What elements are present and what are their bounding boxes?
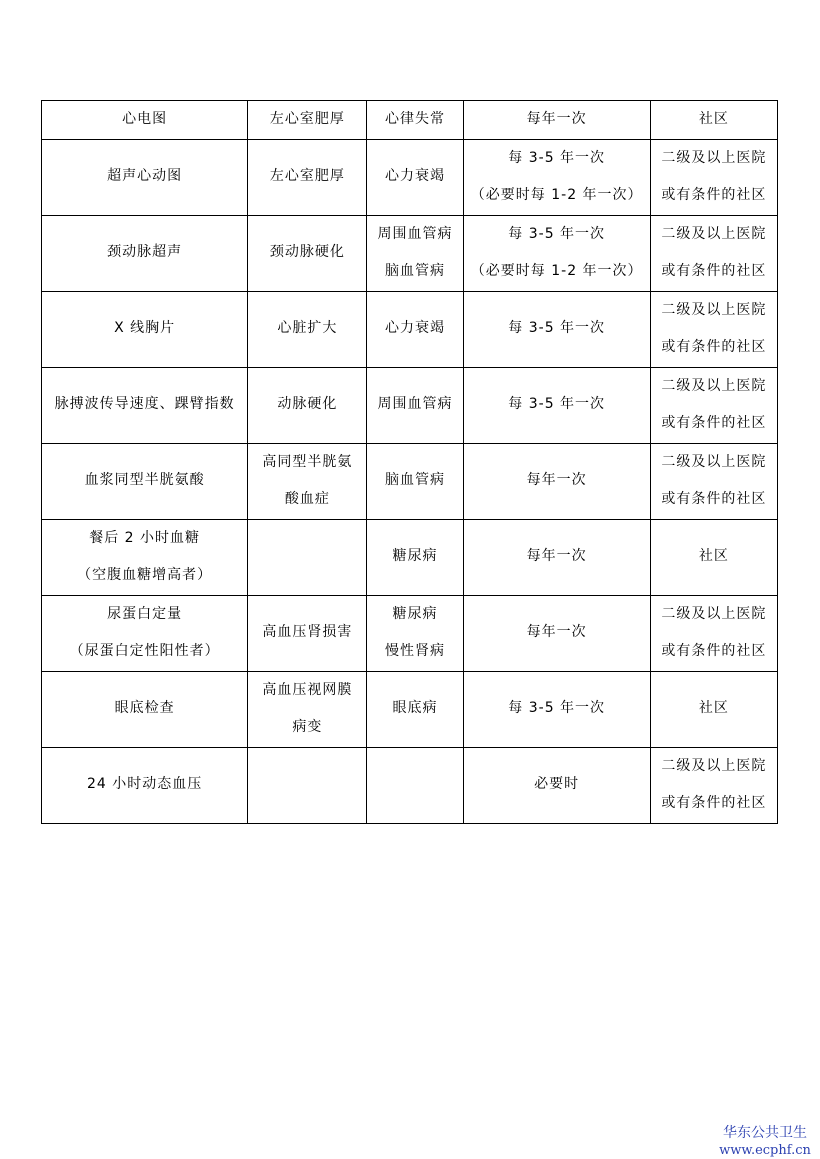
cell-text-line: 高血压肾损害 bbox=[262, 624, 353, 641]
table-row bbox=[42, 291, 778, 367]
table-row bbox=[42, 367, 778, 443]
cell-text-line: 或有条件的社区 bbox=[661, 263, 767, 279]
exam-item-cell bbox=[42, 291, 248, 367]
related-disease-cell bbox=[367, 139, 463, 215]
cell-text-line: 每年一次 bbox=[526, 548, 587, 565]
cell-text-line: 每 3-5 年一次 bbox=[508, 320, 606, 337]
footer-org-name: 华东公共卫生 bbox=[723, 1125, 807, 1141]
facility-cell bbox=[650, 747, 777, 823]
related-disease-cell bbox=[367, 519, 463, 595]
cell-text-line: 或有条件的社区 bbox=[661, 187, 767, 203]
facility-cell bbox=[650, 101, 777, 140]
exam-item-cell bbox=[42, 595, 248, 671]
table-row bbox=[42, 595, 778, 671]
exam-item-cell bbox=[42, 139, 248, 215]
footer-watermark bbox=[710, 1125, 820, 1159]
cell-text-line: 或有条件的社区 bbox=[661, 339, 767, 355]
table-row bbox=[42, 215, 778, 291]
cell-text-line: 每年一次 bbox=[526, 624, 587, 641]
cell-text-line: 颈动脉硬化 bbox=[269, 244, 345, 261]
cell-text-line: 周围血管病 bbox=[377, 396, 453, 413]
cell-text-line: 二级及以上医院 bbox=[661, 757, 767, 774]
cell-text-line: 脑血管病 bbox=[384, 263, 445, 279]
cell-text-line: 尿蛋白定量 bbox=[107, 605, 183, 622]
cell-text-line: 心力衰竭 bbox=[384, 168, 445, 185]
exam-item-cell bbox=[42, 215, 248, 291]
exam-item-cell bbox=[42, 519, 248, 595]
table-row bbox=[42, 747, 778, 823]
cell-text-line: 周围血管病 bbox=[377, 225, 453, 242]
cell-text-line: 社区 bbox=[698, 111, 729, 127]
frequency-cell bbox=[463, 291, 650, 367]
cell-text-line: （必要时每 1-2 年一次） bbox=[470, 263, 643, 279]
cell-text-line: 或有条件的社区 bbox=[661, 795, 767, 811]
cell-text-line: 或有条件的社区 bbox=[661, 643, 767, 659]
frequency-cell bbox=[463, 443, 650, 519]
cell-text-line: 二级及以上医院 bbox=[661, 225, 767, 242]
target-organ-damage-cell bbox=[248, 139, 367, 215]
target-organ-damage-cell bbox=[248, 215, 367, 291]
related-disease-cell bbox=[367, 671, 463, 747]
related-disease-cell bbox=[367, 291, 463, 367]
target-organ-damage-cell bbox=[248, 101, 367, 140]
table-row bbox=[42, 443, 778, 519]
target-organ-damage-cell bbox=[248, 747, 367, 823]
cell-text-line: 动脉硬化 bbox=[277, 396, 338, 413]
cell-text-line: 高同型半胱氨 bbox=[262, 453, 353, 470]
frequency-cell bbox=[463, 747, 650, 823]
cell-text-line: （必要时每 1-2 年一次） bbox=[470, 187, 643, 203]
target-organ-damage-cell bbox=[248, 595, 367, 671]
cell-text-line: 心律失常 bbox=[384, 111, 445, 127]
cell-text-line: 左心室肥厚 bbox=[269, 168, 345, 185]
cell-text-line: 二级及以上医院 bbox=[661, 301, 767, 318]
target-organ-damage-cell bbox=[248, 519, 367, 595]
cell-text-line: 二级及以上医院 bbox=[661, 149, 767, 166]
target-organ-damage-cell bbox=[248, 291, 367, 367]
cell-text-line: 餐后 2 小时血糖 bbox=[89, 529, 201, 546]
table-row bbox=[42, 139, 778, 215]
exam-item-cell bbox=[42, 367, 248, 443]
cell-text-line: （尿蛋白定性阳性者） bbox=[69, 643, 220, 659]
cell-text-line: 左心室肥厚 bbox=[269, 111, 345, 127]
cell-text-line: 每 3-5 年一次 bbox=[508, 700, 606, 717]
related-disease-cell bbox=[367, 443, 463, 519]
frequency-cell bbox=[463, 595, 650, 671]
cell-text-line: 二级及以上医院 bbox=[661, 377, 767, 394]
facility-cell bbox=[650, 291, 777, 367]
cell-text-line: 眼底病 bbox=[392, 700, 438, 717]
cell-text-line: 眼底检查 bbox=[114, 700, 175, 717]
cell-text-line: 每年一次 bbox=[526, 111, 587, 127]
exam-item-cell bbox=[42, 747, 248, 823]
cell-text-line: 脉搏波传导速度、踝臂指数 bbox=[54, 396, 235, 413]
facility-cell bbox=[650, 671, 777, 747]
cell-text-line: 或有条件的社区 bbox=[661, 415, 767, 431]
facility-cell bbox=[650, 215, 777, 291]
cell-text-line: 每 3-5 年一次 bbox=[508, 149, 606, 166]
exam-item-cell bbox=[42, 443, 248, 519]
cell-text-line: 心电图 bbox=[122, 111, 168, 127]
cell-text-line: 必要时 bbox=[534, 776, 580, 793]
facility-cell bbox=[650, 443, 777, 519]
target-organ-damage-cell bbox=[248, 671, 367, 747]
cell-text-line: 每 3-5 年一次 bbox=[508, 396, 606, 413]
footer-url: www.ecphf.cn bbox=[719, 1143, 811, 1158]
frequency-cell bbox=[463, 519, 650, 595]
cell-text-line: 24 小时动态血压 bbox=[87, 776, 203, 793]
table-row bbox=[42, 519, 778, 595]
cell-text-line: 心力衰竭 bbox=[384, 320, 445, 337]
frequency-cell bbox=[463, 215, 650, 291]
cell-text-line: 病变 bbox=[292, 719, 323, 735]
facility-cell bbox=[650, 139, 777, 215]
exam-item-cell bbox=[42, 101, 248, 140]
related-disease-cell bbox=[367, 215, 463, 291]
cell-text-line: 社区 bbox=[698, 700, 729, 717]
table-row bbox=[42, 671, 778, 747]
table-row bbox=[42, 101, 778, 140]
cell-text-line: 超声心动图 bbox=[107, 168, 183, 185]
cell-text-line: 脑血管病 bbox=[384, 472, 445, 489]
cell-text-line: 颈动脉超声 bbox=[107, 244, 183, 261]
cell-text-line: 二级及以上医院 bbox=[661, 605, 767, 622]
target-organ-damage-cell bbox=[248, 443, 367, 519]
cell-text-line: 酸血症 bbox=[284, 491, 330, 507]
cell-text-line: 血浆同型半胱氨酸 bbox=[84, 472, 205, 489]
frequency-cell bbox=[463, 139, 650, 215]
target-organ-damage-cell bbox=[248, 367, 367, 443]
facility-cell bbox=[650, 595, 777, 671]
related-disease-cell bbox=[367, 747, 463, 823]
cell-text-line: 慢性肾病 bbox=[384, 643, 445, 659]
facility-cell bbox=[650, 367, 777, 443]
cell-text-line: X 线胸片 bbox=[114, 320, 176, 337]
related-disease-cell bbox=[367, 367, 463, 443]
cell-text-line: 每 3-5 年一次 bbox=[508, 225, 606, 242]
cell-text-line: 二级及以上医院 bbox=[661, 453, 767, 470]
facility-cell bbox=[650, 519, 777, 595]
frequency-cell bbox=[463, 367, 650, 443]
cell-text-line: 心脏扩大 bbox=[277, 320, 338, 337]
related-disease-cell bbox=[367, 101, 463, 140]
exam-table-body bbox=[42, 101, 778, 824]
related-disease-cell bbox=[367, 595, 463, 671]
exam-table bbox=[41, 100, 778, 824]
cell-text-line: 糖尿病 bbox=[392, 605, 438, 622]
cell-text-line: （空腹血糖增高者） bbox=[77, 567, 213, 583]
frequency-cell bbox=[463, 671, 650, 747]
cell-text-line: 或有条件的社区 bbox=[661, 491, 767, 507]
frequency-cell bbox=[463, 101, 650, 140]
cell-text-line: 社区 bbox=[698, 548, 729, 565]
cell-text-line: 高血压视网膜 bbox=[262, 681, 353, 698]
exam-item-cell bbox=[42, 671, 248, 747]
cell-text-line: 糖尿病 bbox=[392, 548, 438, 565]
cell-text-line: 每年一次 bbox=[526, 472, 587, 489]
